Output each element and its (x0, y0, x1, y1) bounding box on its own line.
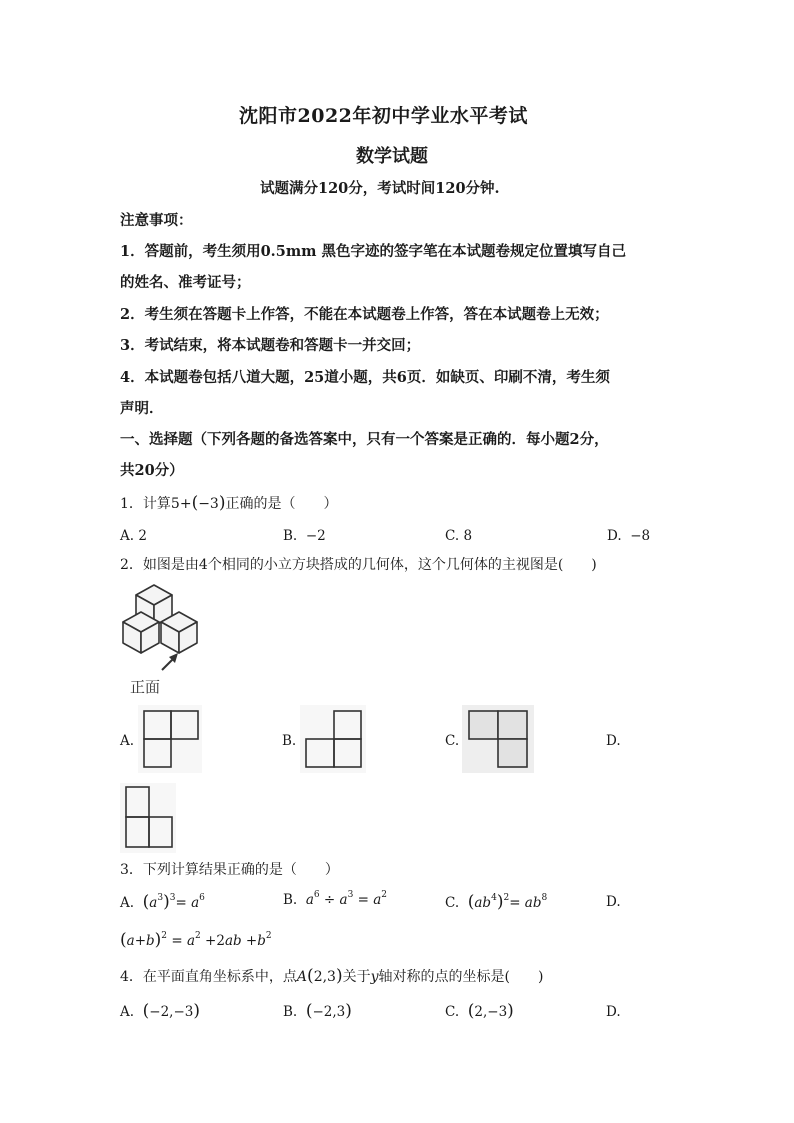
note-4-line-1: 4．本试题卷包括八道大题，25道小题，共6页．如缺页、印刷不清，考生须 (120, 369, 610, 386)
q3-option-b[interactable]: B. $a^6 \div a^3 = a^2$ (283, 890, 388, 908)
q4-option-d[interactable]: D. (606, 1004, 621, 1020)
notes-heading: 注意事项： (120, 212, 193, 229)
q1-option-c[interactable]: C. 8 (445, 528, 473, 544)
q2-option-c-figure[interactable] (462, 705, 534, 773)
q2-option-b-label[interactable]: B. (282, 733, 297, 749)
q3-option-c[interactable]: C. $(ab^4)^2= ab^8$ (445, 892, 548, 912)
q3-option-d-label[interactable]: D. (606, 894, 621, 910)
q2-option-a-label[interactable]: A. (120, 733, 135, 749)
exam-meta: 试题满分120分，考试时间120分钟. (260, 180, 500, 197)
question-3-stem: 3．下列计算结果正确的是（ ） (120, 862, 339, 878)
note-3: 3．考试结束，将本试题卷和答题卡一并交回； (120, 337, 421, 354)
q4-option-a[interactable]: A. (−2,−3) (120, 1001, 201, 1021)
q3-option-a[interactable]: A. $(a^3)^3= a^6$ (120, 892, 205, 912)
section-heading-line-1: 一、选择题（下列各题的备选答案中，只有一个答案是正确的．每小题2分， (120, 431, 609, 448)
note-1-line-2: 的姓名、准考证号； (120, 274, 251, 291)
question-2-stem: 2．如图是由4个相同的小立方块搭成的几何体，这个几何体的主视图是( ) (120, 557, 597, 573)
note-4-line-2: 声明． (120, 400, 164, 417)
q2-option-a-figure[interactable] (138, 705, 202, 773)
note-1-line-1: 1．答题前，考生须用0.5mm 黑色字迹的签字笔在本试题卷规定位置填写自己 (120, 243, 627, 260)
q2-figure-label: 正面 (130, 678, 161, 696)
q1-option-d[interactable]: D. −8 (607, 528, 651, 544)
exam-subtitle: 数学试题 (356, 146, 428, 167)
q2-option-d-figure[interactable] (120, 783, 176, 853)
q2-option-b-figure[interactable] (300, 705, 366, 773)
section-heading-line-2: 共20分） (120, 462, 184, 479)
exam-title: 沈阳市2022年初中学业水平考试 (239, 105, 528, 127)
q2-option-c-label[interactable]: C. (445, 733, 460, 749)
q3-option-d-expression[interactable]: $(a+b)^2 = a^2 +2ab +b^2$ (120, 930, 272, 950)
q1-option-a[interactable]: A. 2 (120, 528, 147, 544)
q4-option-b[interactable]: B. (−2,3) (283, 1001, 352, 1021)
q2-option-d-label[interactable]: D. (606, 733, 621, 749)
q1-option-b[interactable]: B. −2 (283, 528, 326, 544)
question-1-stem: 1．计算5+(−3)正确的是（ ） (120, 493, 338, 513)
note-2: 2．考生须在答题卡上作答，不能在本试题卷上作答，答在本试题卷上无效； (120, 306, 609, 323)
question-4-stem: 4．在平面直角坐标系中，点A(2,3)关于y轴对称的点的坐标是( ) (120, 966, 544, 986)
q4-option-c[interactable]: C. (2,−3) (445, 1001, 514, 1021)
